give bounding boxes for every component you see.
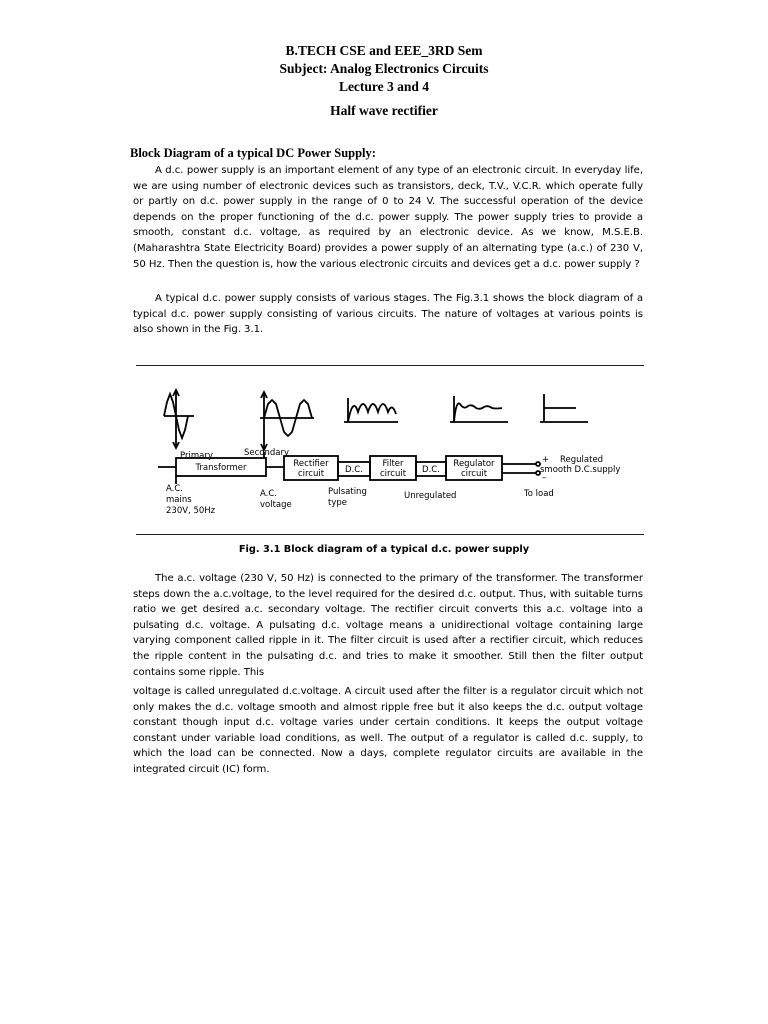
rectifier-label-2: circuit	[297, 469, 325, 479]
unregulated-dc-waveform	[450, 396, 508, 422]
paragraph-3: The a.c. voltage (230 V, 50 Hz) is connected to the primary of the transformer. The transformer steps down the a.c.voltage, to the level required for the desired d.c. output. Thus, with suitable turns ratio we get desired a.c. secondary voltage. The rectifier circuit converts this a.c. voltage into a pulsating d.c. voltage. A pulsating d.c. voltage means a unidirectional voltage containing large varying component called ripple in it. The filter circuit is used after a rectifier circuit, which reduces the ripple content in the pulsating d.c. and tries to make it smoother. Still then the filter output contains some ripple. This	[133, 573, 643, 678]
ac-secondary-waveform	[260, 392, 314, 450]
regulated-label-2: smooth D.C.supply	[540, 465, 621, 475]
minus-terminal-label: –	[542, 473, 547, 483]
dc-label-1: D.C.	[345, 465, 363, 475]
course-title: B.TECH CSE and EEE_3RD Sem	[285, 43, 483, 58]
section-heading: Block Diagram of a typical DC Power Supply:	[130, 146, 376, 160]
ac-mains-waveform	[164, 390, 194, 448]
pulsating-label-2: type	[328, 498, 347, 508]
secondary-label: Secondary	[244, 448, 290, 458]
regulated-label-1: Regulated	[560, 455, 604, 465]
unregulated-label: Unregulated	[404, 491, 457, 501]
filter-label-1: Filter	[382, 459, 404, 469]
dc-label-2: D.C.	[422, 465, 440, 475]
rectifier-label-1: Rectifier	[293, 459, 329, 469]
paragraph-4: voltage is called unregulated d.c.voltage. A circuit used after the filter is a regulator circuit which not only makes the d.c. voltage smooth and almost ripple free but it also keeps the d.c. output voltage constant though input d.c. voltage varies under certain conditions. It keeps the output voltage constant under variable load conditions, as well. The output of a regulator is called d.c. supply, to which the load can be connected. Now a days, complete regulator circuits are available in the integrated circuit (IC) form.	[133, 686, 643, 775]
paragraph-2: A typical d.c. power supply consists of various stages. The Fig.3.1 shows the block diagram of a typical d.c. power supply consisting of various circuits. The nature of voltages at various points is also shown in the Fig. 3.1.	[133, 293, 643, 336]
ac-mains-label-1: A.C.	[166, 484, 184, 494]
filter-label-2: circuit	[379, 469, 407, 479]
regulator-label-1: Regulator	[453, 459, 495, 469]
lecture-title: Lecture 3 and 4	[338, 79, 430, 94]
ac-mains-label-2: mains	[166, 495, 192, 505]
pulsating-label-1: Pulsating	[328, 487, 367, 497]
to-load-label: To load	[524, 489, 554, 499]
ac-mains-label-3: 230V, 50Hz	[166, 506, 216, 516]
ac-voltage-label-1: A.C.	[260, 489, 278, 499]
regulated-dc-waveform	[540, 394, 588, 422]
block-diagram-svg	[136, 372, 644, 532]
subject-title: Subject: Analog Electronics Circuits	[279, 61, 489, 76]
regulator-label-2: circuit	[460, 469, 488, 479]
document-header	[0, 42, 768, 120]
figure-bottom-rule	[136, 534, 644, 535]
ac-voltage-label-2: voltage	[260, 500, 292, 510]
block-diagram-figure	[136, 372, 644, 532]
figure-caption: Fig. 3.1 Block diagram of a typical d.c. power supply	[238, 544, 530, 555]
primary-label: Primary	[180, 451, 213, 461]
transformer-label: Transformer	[195, 463, 247, 473]
topic-title: Half wave rectifier	[330, 103, 438, 118]
figure-top-rule	[136, 365, 644, 366]
pulsating-dc-waveform	[344, 398, 398, 422]
paragraph-1: A d.c. power supply is an important element of any type of an electronic circuit. In everyday life, we are using number of electronic devices such as transistors, deck, T.V., V.C.R. which operate fully or partly on d.c. power supply in the range of 0 to 24 V. The successful operation of the device depends on the proper functioning of the d.c. power supply. The power supply tries to provide a smooth, constant d.c. voltage, as required by an electronic device. As we know, M.S.E.B. (Maharashtra State Electricity Board) provides a power supply of an alternating type (a.c.) of 230 V, 50 Hz. Then the question is, how the various electronic circuits and devices get a d.c. power supply ?	[133, 165, 643, 270]
plus-terminal-label: +	[542, 455, 550, 465]
